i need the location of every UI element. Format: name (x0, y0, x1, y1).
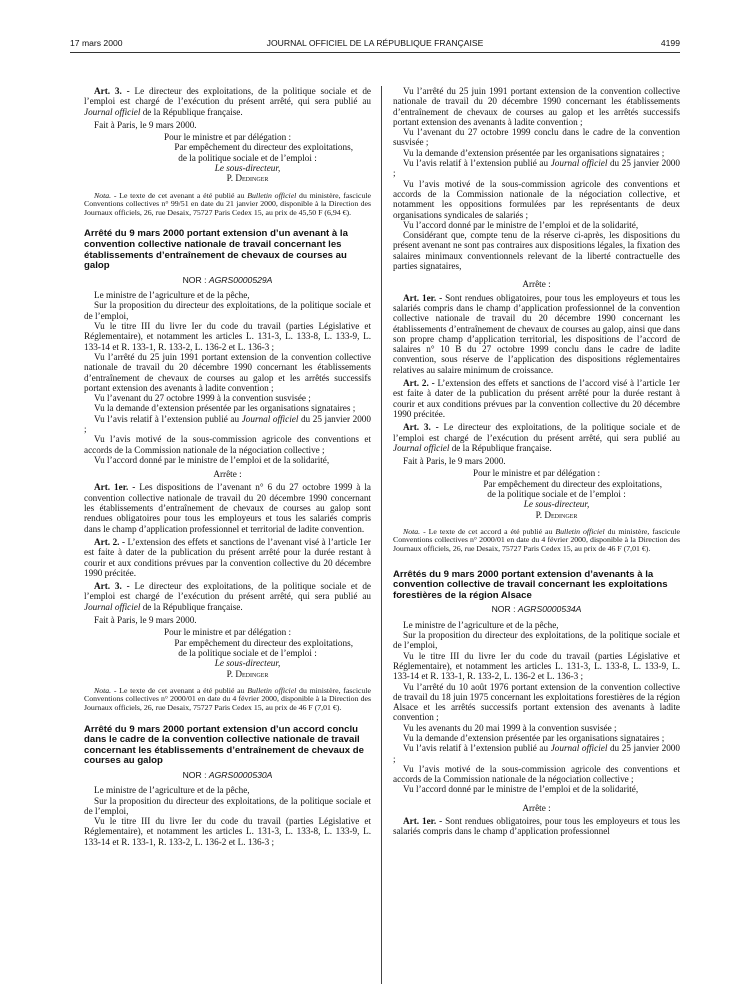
article-3b: Art. 3. - Le directeur des exploitations, de la politique sociale et de l’emploi est chargé de l’exécution du présent arrêté, qui sera publié au Journal officiel de la République française. (84, 581, 371, 612)
left-column (84, 86, 371, 986)
para-avenant: Vu l’avenant du 27 octobre 1999 à la convention susvisée ; (94, 393, 311, 404)
arrete-heading-4: Arrête : (522, 802, 551, 813)
article-2: Art. 2. - L’extension des effets et sanctions de l’avenant visé à l’article 1er est faite à dater de la publication du présent arrêté pour la durée restant à courir et aux conditions prévues par la convention collective du 20 décembre 1990 précitée. (84, 536, 371, 578)
right-column (393, 86, 680, 986)
fait-a-paris-2: Fait à Paris, le 9 mars 2000. (94, 615, 197, 626)
para-proposition-4: Sur la proposition du directeur des exploitations, de la politique sociale et de l’emploi, (393, 630, 680, 651)
fait-a-paris: Fait à Paris, le 9 mars 2000. (94, 119, 197, 130)
para-avis-4: Vu l’avis relatif à l’extension publié au Journal officiel du 25 janvier 2000 ; (393, 743, 680, 764)
arrete-title-2: Arrêté du 9 mars 2000 portant extension d’un avenant à la convention collective nationale de travail concernant les établissements d’entraînement de chevaux de courses au galop (84, 228, 348, 272)
article-1-r: Art. 1er. - Sont rendues obligatoires, pour tous les employeurs et tous les salariés compris dans le champ d’application professionnel de la convention collective nationale de travail du 20 décembre 1990 concernant les établissements d’entraînement de chevaux de courses au galop, ainsi que dans son propre champ d’application territorial, les dispositions de l’accord de salaires n° 10 B du 27 octobre 1999 conclu dans le cadre de ladite convention, sous réserve de l’application des dispositions réglementaires relatives au salaire minimum de croissance. (393, 292, 680, 375)
para-titre-3-3: Vu le titre III du livre Ier du code du travail (parties Législative et Réglementaire), et notamment les articles L. 131-3, L. 133-8, L. 133-9, L. 133-14 et R. 133-1, R. 133-2, L. 136-2 et L. 136-3 ; (84, 816, 371, 847)
para-demande: Vu la demande d’extension présentée par les organisations signataires ; (94, 403, 356, 414)
para-accord: Vu l’accord donné par le ministre de l’emploi et de la solidarité, (94, 454, 330, 465)
nota-r: Nota. - Le texte de cet accord a été publié au Bulletin officiel du ministère, fascicule Conventions collectives n° 2000/01 en date du 4 février 2000, disponible à la Direction des Journaux officiels, 26, rue Desaix, 75727 Paris Cedex 15, au prix de 46 F (7,01 €). (393, 526, 680, 554)
article-3-r: Art. 3. - Le directeur des exploitations, de la politique sociale et de l’emploi est chargé de l’exécution du présent arrêté, qui sera publié au Journal officiel de la République française. (393, 422, 680, 453)
para-titre-3: Vu le titre III du livre Ier du code du travail (parties Législative et Réglementaire), et notamment les articles L. 131-3, L. 133-8, L. 133-9, L. 133-14 et R. 133-1, R. 133-2, L. 136-2 et L. 136-3 ; (84, 321, 371, 352)
arrete-title-3: Arrêté du 9 mars 2000 portant extension d’un accord conclu dans le cadre de la convention collective nationale de travail concernant les établissements d’entraînement de chevaux de courses au galop (84, 723, 364, 767)
article-1-alsace: Art. 1er. - Sont rendues obligatoires, pour tous les employeurs et tous les salariés compris dans le champ d’application professionnel (393, 816, 680, 837)
para-demande-r: Vu la demande d’extension présentée par les organisations signataires ; (403, 147, 665, 158)
para-avenants-1999: Vu les avenants du 20 mai 1999 à la convention susvisée ; (403, 722, 617, 733)
article-1: Art. 1er. - Les dispositions de l’avenant n° 6 du 27 octobre 1999 à la convention collective nationale de travail du 20 décembre 1990 concernant les établissements d’entraînement de chevaux de courses au galop sont rendues obligatoires pour tous les employeurs et tous les salariés compris dans le champ d’application professionnel et territorial de ladite convention. (84, 482, 371, 534)
arrete-heading: Arrête : (213, 469, 242, 480)
column-divider (381, 86, 382, 984)
arrete-title-4: Arrêtés du 9 mars 2000 portant extension d’avenants à la convention collective de travail concernant les exploitations forestières de la région Alsace (393, 568, 668, 601)
nor-code-4: NOR : AGRS0000534A (491, 604, 582, 615)
para-accord-r: Vu l’accord donné par le ministre de l’emploi et de la solidarité, (403, 219, 639, 230)
para-ministre: Le ministre de l’agriculture et de la pêche, (94, 290, 250, 301)
para-avis-motive: Vu l’avis motivé de la sous-commission agricole des conventions et accords de la Commission nationale de la négociation collective ; (84, 434, 371, 455)
signature-block-2: Pour le ministre et par délégation : Par empêchement du directeur des exploitations, de la politique sociale et de l’emploi : Le sous-directeur, P. Dedinger (163, 627, 353, 679)
para-ministre-3: Le ministre de l’agriculture et de la pêche, (94, 785, 250, 796)
header-journal-title: JOURNAL OFFICIEL DE LA RÉPUBLIQUE FRANÇAISE (266, 38, 484, 48)
para-avis-motive-4: Vu l’avis motivé de la sous-commission agricole des conventions et accords de la Commission nationale de la négociation collective ; (393, 763, 680, 785)
para-avis-motive-r: Vu l’avis motivé de la sous-commission agricole des conventions et accords de la Commission nationale de la négociation collective, et notamment les oppositions formulées par les représentants de deux organisations syndicales de salariés ; (393, 178, 680, 220)
para-demande-4: Vu la demande d’extension présentée par les organisations signataires ; (403, 733, 665, 743)
para-arrete-1976: Vu l’arrêté du 10 août 1976 portant extension de la convention collective de travail du 18 juin 1975 concernant les exploitations forestières de la région Alsace et les arrêtés successifs portant extension des avenants à ladite convention ; (393, 681, 680, 723)
nota-2: Nota. - Le texte de cet avenant a été publié au Bulletin officiel du ministère, fascicule Conventions collectives n° 2000/01 en date du 4 février 2000, disponible à la Direction des Journaux officiels, 26, rue Desaix, 75727 Paris Cedex 15, au prix de 46 F (7,01 €). (84, 685, 371, 712)
fait-a-paris-r: Fait à Paris, le 9 mars 2000. (403, 456, 506, 467)
para-accord-4: Vu l’accord donné par le ministre de l’emploi et de la solidarité, (403, 784, 639, 795)
signature-block: Pour le ministre et par délégation : Par empêchement du directeur des exploitations, de la politique sociale et de l’emploi : Le sous-directeur, P. Dedinger (163, 132, 353, 184)
para-arrete-1991-r: Vu l’arrêté du 25 juin 1991 portant extension de la convention collective nationale de travail du 20 décembre 1990 concernant les établissements d’entraînement de chevaux de courses au galop et les arrêtés successifs portant extension des avenants à ladite convention ; (393, 86, 680, 127)
para-arrete-1991: Vu l’arrêté du 25 juin 1991 portant extension de la convention collective nationale de travail du 20 décembre 1990 concernant les établissements d’entraînement de chevaux de courses au galop et les arrêtés successifs portant extension des avenants à ladite convention ; (84, 351, 371, 393)
signature-block-r: Pour le ministre et par délégation : Par empêchement du directeur des exploitations, de la politique sociale et de l’emploi : Le sous-directeur, P. Dedinger (472, 468, 662, 520)
para-proposition: Sur la proposition du directeur des exploitations, de la politique sociale et de l’emploi, (84, 300, 371, 321)
nor-code-2: NOR : AGRS0000529A (182, 274, 273, 285)
para-considerant: Considérant que, compte tenu de la réserve ci-après, les dispositions du présent avenant ne sont pas contraires aux dispositions légales, la fixation des salaires minimaux conventionnels relevant de la liberté contractuelle des parties signataires, (393, 230, 680, 272)
page-header (70, 38, 680, 52)
header-page-number: 4199 (660, 38, 680, 48)
para-ministre-4: Le ministre de l’agriculture et de la pêche, (403, 619, 559, 630)
para-proposition-3: Sur la proposition du directeur des exploitations, de la politique sociale et de l’emploi, (84, 795, 371, 816)
para-avenant-r: Vu l’avenant du 27 octobre 1999 conclu dans le cadre de la convention susvisée ; (393, 127, 680, 148)
header-date: 17 mars 2000 (70, 38, 123, 48)
header-rule (70, 52, 680, 53)
nota-1: Nota. - Le texte de cet avenant a été publié au Bulletin officiel du ministère, fascicule Conventions collectives n° 99/51 en date du 21 janvier 2000, disponible à la Direction des Journaux officiels, 26, rue Desaix, 75727 Paris Cedex 15, au prix de 45,50 F (6,94 €). (84, 190, 371, 217)
para-avis-r: Vu l’avis relatif à l’extension publié au Journal officiel du 25 janvier 2000 ; (393, 158, 680, 179)
nor-code-3: NOR : AGRS0000530A (182, 769, 273, 780)
article-2-r: Art. 2. - L’extension des effets et sanctions de l’accord visé à l’article 1er est faite à dater de la publication du présent arrêté pour la durée restant à courir et aux conditions prévues par la convention collective du 20 décembre 1990 précitée. (393, 378, 680, 419)
arrete-heading-r: Arrête : (522, 279, 551, 290)
article-3: Art. 3. - Le directeur des exploitations, de la politique sociale et de l’emploi est chargé de l’exécution du présent arrêté, qui sera publié au Journal officiel de la République française. (84, 86, 371, 117)
para-titre-3-4: Vu le titre III du livre Ier du code du travail (parties Législative et Réglementaire), et notamment les articles L. 131-3, L. 133-8, L. 133-9, L. 133-14 et R. 133-1, R. 133-2, L. 136-2 et L. 136-3 ; (393, 650, 680, 682)
para-avis: Vu l’avis relatif à l’extension publié au Journal officiel du 25 janvier 2000 ; (84, 413, 371, 434)
